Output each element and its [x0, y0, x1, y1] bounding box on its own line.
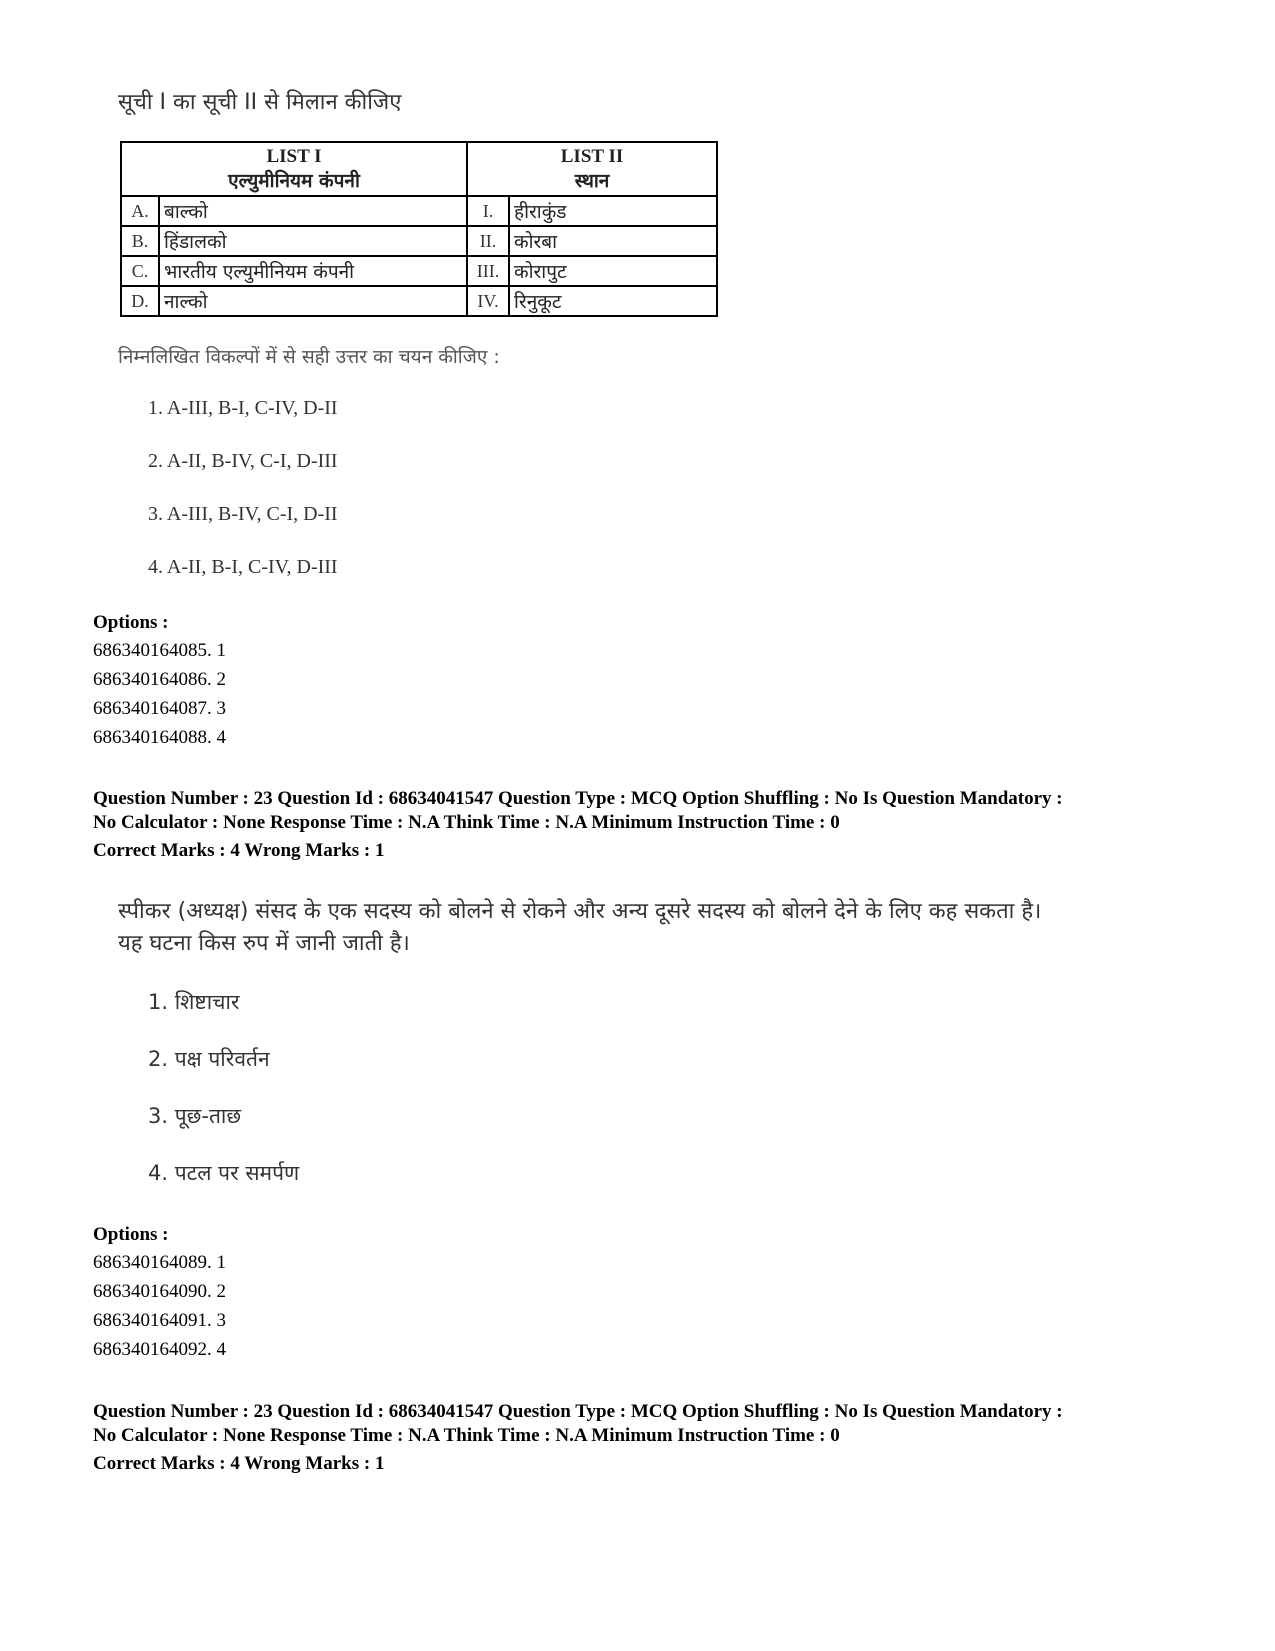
q2-question-text	[118, 896, 1041, 960]
row-numeral: I.	[467, 196, 509, 226]
q2-meta	[93, 787, 1063, 863]
q3-meta-marks: Correct Marks : 4 Wrong Marks : 1	[93, 1453, 385, 1474]
option-id: 686340164086. 2	[93, 669, 226, 690]
list1-header	[121, 142, 467, 196]
option-id: 686340164085. 1	[93, 640, 226, 661]
q2-options-list	[93, 1248, 226, 1364]
list1-header-en: LIST I	[266, 146, 322, 167]
table-row	[121, 286, 717, 316]
row-company: नाल्को	[159, 286, 467, 316]
row-company: हिंडालको	[159, 226, 467, 256]
option-id: 686340164090. 2	[93, 1281, 226, 1302]
list1-header-hi: एल्युमीनियम कंपनी	[228, 170, 360, 192]
list2-header	[467, 142, 717, 196]
q1-choice-3: 3. A-III, B-IV, C-I, D-II	[148, 503, 338, 525]
q2-choice-2: 2. पक्ष परिवर्तन	[148, 1047, 270, 1071]
q3-meta	[93, 1400, 1063, 1476]
row-label: C.	[121, 256, 159, 286]
list2-header-hi: स्थान	[574, 170, 610, 192]
option-id: 686340164092. 4	[93, 1339, 226, 1360]
q2-meta-line1: Question Number : 23 Question Id : 68634041547 Question Type : MCQ Option Shuffling : No Is Question Mandatory :	[93, 788, 1063, 809]
match-table	[120, 141, 718, 317]
table-row	[121, 226, 717, 256]
q2-choice-4: 4. पटल पर समर्पण	[148, 1161, 300, 1185]
row-label: B.	[121, 226, 159, 256]
q2-meta-marks: Correct Marks : 4 Wrong Marks : 1	[93, 840, 385, 861]
q1-choice-4: 4. A-II, B-I, C-IV, D-III	[148, 556, 338, 578]
q1-instruction: निम्नलिखित विकल्पों में से सही उत्तर का चयन कीजिए :	[118, 346, 500, 368]
row-label: A.	[121, 196, 159, 226]
list2-header-en: LIST II	[560, 146, 624, 167]
option-id: 686340164088. 4	[93, 727, 226, 748]
q1-choice-2: 2. A-II, B-IV, C-I, D-III	[148, 450, 338, 472]
row-numeral: IV.	[467, 286, 509, 316]
table-header-row	[121, 142, 717, 196]
q2-text-line2: यह घटना किस रुप में जानी जाती है।	[118, 931, 410, 956]
q2-choice-3: 3. पूछ-ताछ	[148, 1104, 242, 1128]
option-id: 686340164087. 3	[93, 698, 226, 719]
row-numeral: III.	[467, 256, 509, 286]
row-place: रिनुकूट	[509, 286, 717, 316]
option-id: 686340164091. 3	[93, 1310, 226, 1331]
table-row	[121, 196, 717, 226]
q2-choice-1: 1. शिष्टाचार	[148, 990, 240, 1014]
q1-intro: सूची I का सूची II से मिलान कीजिए	[118, 90, 402, 115]
q1-options-list	[93, 636, 226, 752]
table-row	[121, 256, 717, 286]
q1-options-label: Options :	[93, 612, 169, 633]
row-label: D.	[121, 286, 159, 316]
q3-meta-line2: No Calculator : None Response Time : N.A Think Time : N.A Minimum Instruction Time : 0	[93, 1425, 840, 1446]
row-place: कोरापुट	[509, 256, 717, 286]
row-place: हीराकुंड	[509, 196, 717, 226]
q2-meta-line2: No Calculator : None Response Time : N.A Think Time : N.A Minimum Instruction Time : 0	[93, 812, 840, 833]
row-place: कोरबा	[509, 226, 717, 256]
q3-meta-line1: Question Number : 23 Question Id : 68634041547 Question Type : MCQ Option Shuffling : No Is Question Mandatory :	[93, 1401, 1063, 1422]
q2-text-line1: स्पीकर (अध्यक्ष) संसद के एक सदस्य को बोलने से रोकने और अन्य दूसरे सदस्य को बोलने देने के लिए कह सकता है।	[118, 899, 1042, 924]
row-company: भारतीय एल्युमीनियम कंपनी	[159, 256, 467, 286]
q2-options-label: Options :	[93, 1224, 169, 1245]
row-numeral: II.	[467, 226, 509, 256]
q1-choice-1: 1. A-III, B-I, C-IV, D-II	[148, 397, 338, 419]
option-id: 686340164089. 1	[93, 1252, 226, 1273]
row-company: बाल्को	[159, 196, 467, 226]
